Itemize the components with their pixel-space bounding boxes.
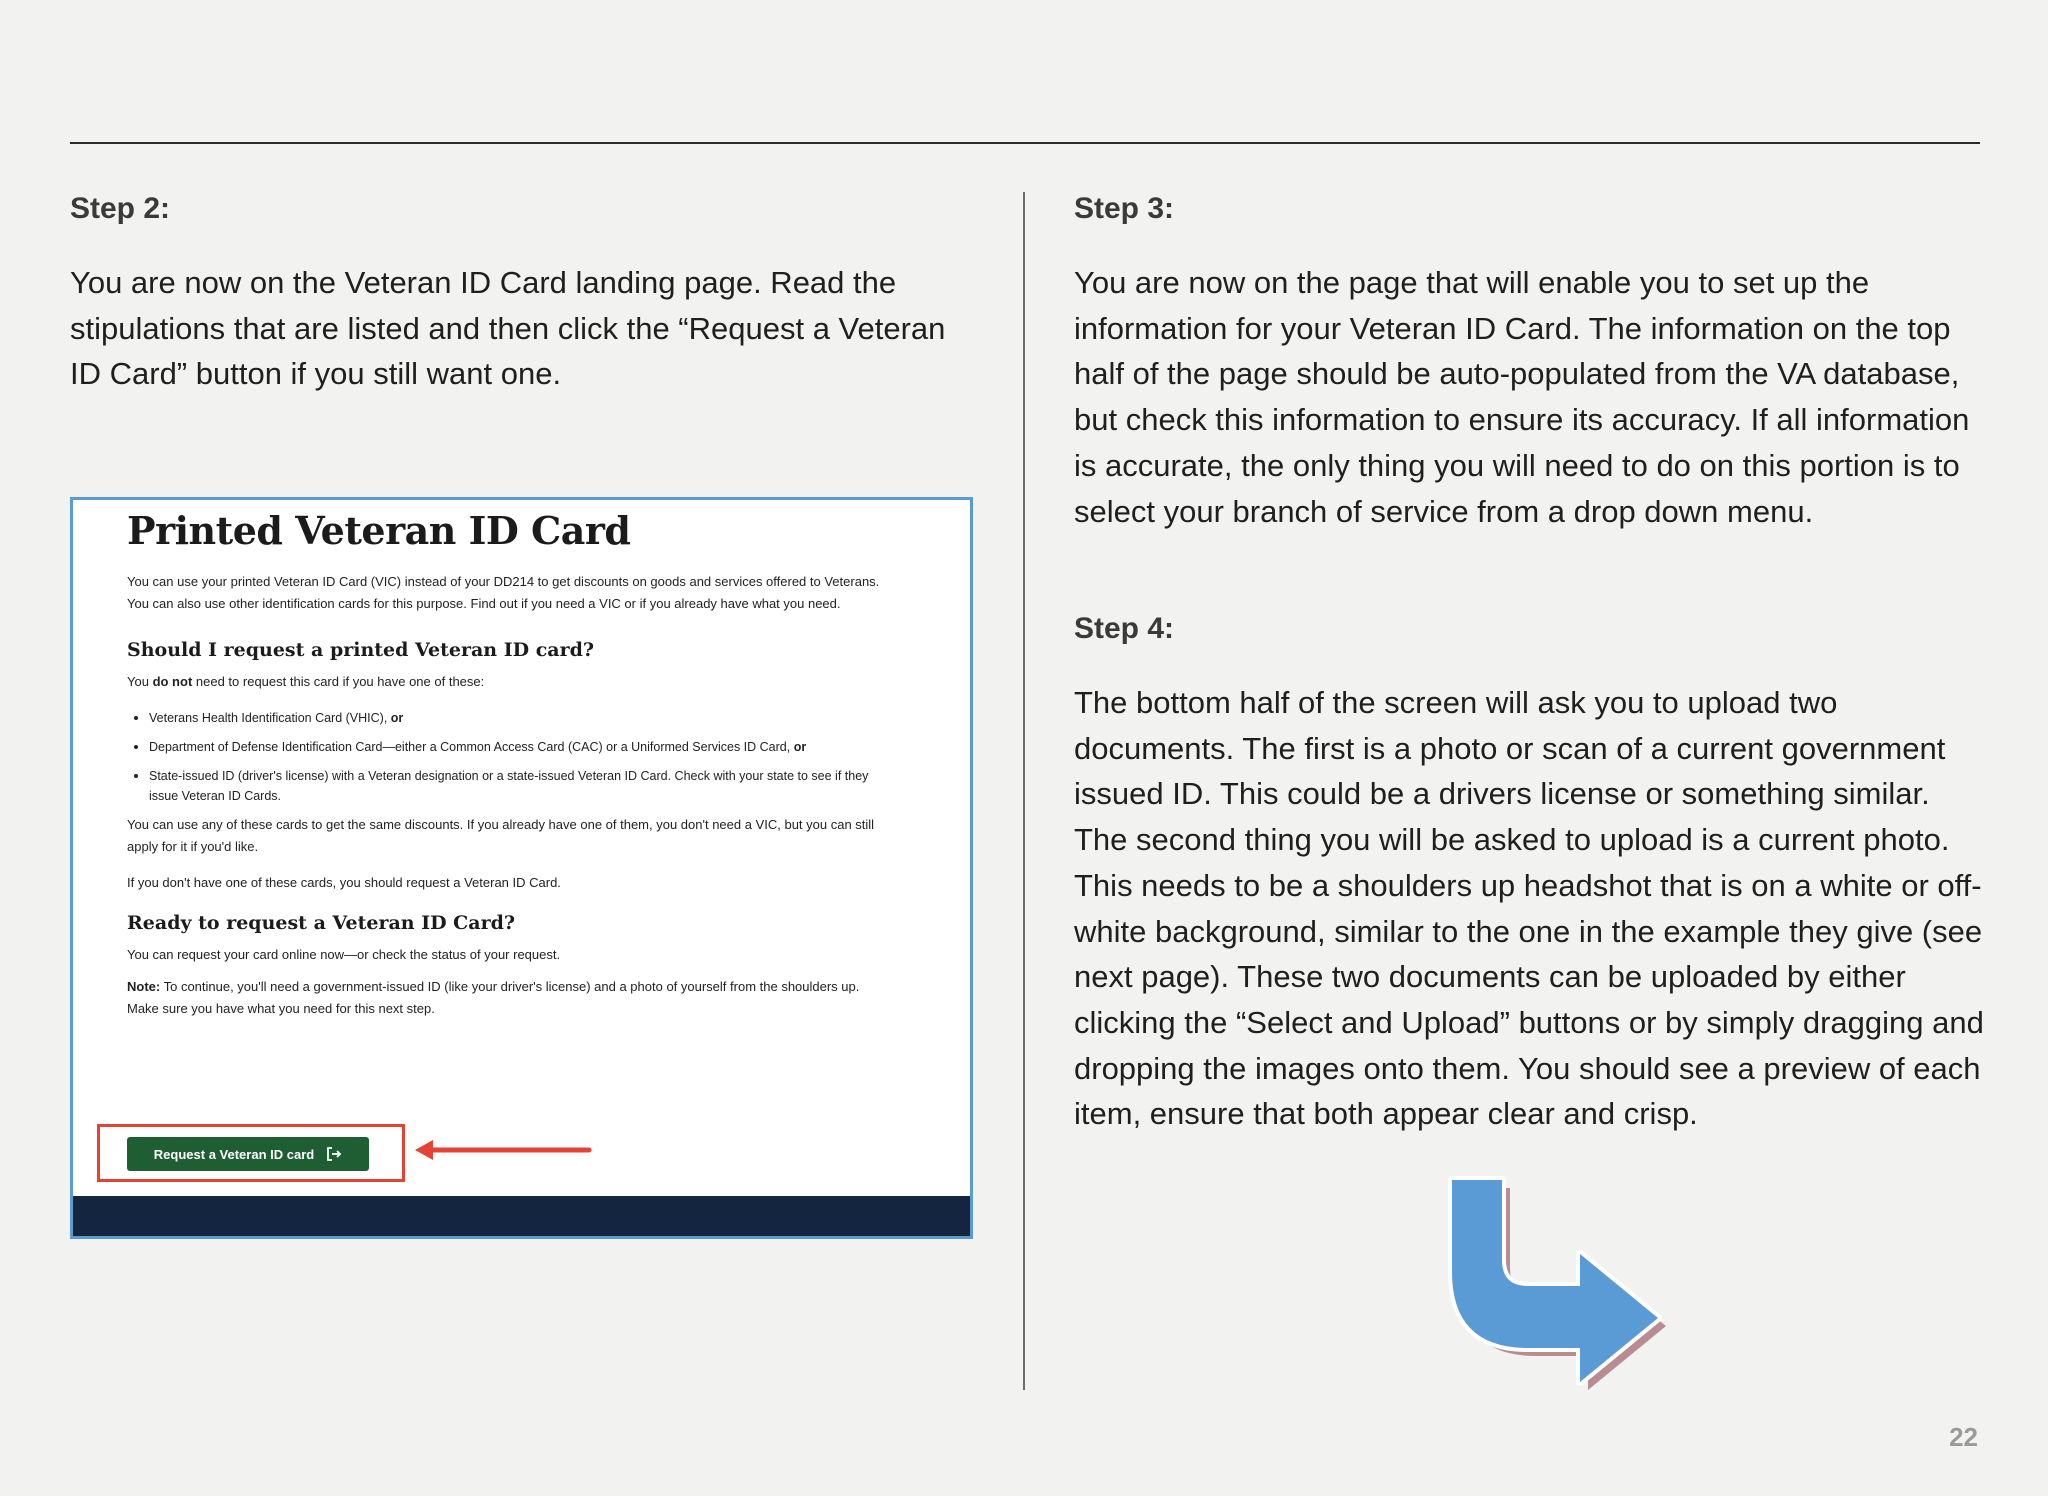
exit-icon [326, 1146, 342, 1162]
screenshot-do-not-text: You do not need to request this card if you have one of these: [127, 674, 485, 689]
top-rule [70, 142, 1980, 144]
screenshot-title: Printed Veteran ID Card [127, 508, 631, 553]
step-4-title: Step 4: [1074, 612, 1175, 645]
list-item: • Department of Defense Identification Card—either a Common Access Card (CAC) or a Uniformed Services ID Card, or [149, 736, 887, 757]
step-4-body: The bottom half of the screen will ask you to upload two documents. The first is a photo or scan of a current government issued ID. This could be a drivers license or something similar. The second thing you will be asked to upload is a current photo. This needs to be a shoulders up headshot that is on a white or off-white background, similar to the one in the example they give (see next page). These two documents can be uploaded by either clicking the “Select and Upload” buttons or by simply dragging and dropping the images onto them. You should see a preview of each item, ensure that both appear clear and crisp. [1074, 685, 1984, 1132]
step-3-title: Step 3: [1074, 192, 1175, 225]
screenshot-content [127, 500, 887, 1020]
veteran-id-card-screenshot [70, 497, 973, 1239]
screenshot-request-online: You can request your card online now—or check the status of your request. [127, 947, 561, 962]
request-veteran-id-card-button[interactable] [127, 1137, 369, 1171]
screenshot-same-discounts: You can use any of these cards to get the same discounts. If you already have one of them, you don't need a VIC, but you can still apply for it if you'd like. [127, 817, 875, 854]
step-2-title: Step 2: [70, 192, 171, 225]
screenshot-intro: You can use your printed Veteran ID Card (VIC) instead of your DD214 to get discounts on goods and services offered to Veterans. You can also use other identification cards for this purpose. Find out if you need a VIC or if you already have what you need. [127, 574, 880, 611]
screenshot-section2-heading: Ready to request a Veteran ID Card? [127, 912, 516, 934]
red-arrow-icon [413, 1136, 593, 1164]
curved-arrow-down-right-icon [1430, 1168, 1680, 1408]
step-3-body: You are now on the page that will enable you to set up the information for your Veteran ID Card. The information on the top half of the page should be auto-populated from the VA database, but check this information to ensure its accuracy. If all information is accurate, the only thing you will need to do on this portion is to select your branch of service from a drop down menu. [1074, 265, 1970, 529]
step-2-body: You are now on the Veteran ID Card landing page. Read the stipulations that are listed and then click the “Request a Veteran ID Card” button if you still want one. [70, 265, 946, 392]
list-item: • State-issued ID (driver's license) with a Veteran designation or a state-issued Veteran ID Card. Check with your state to see if they issue Veteran ID Cards. [149, 765, 887, 806]
page-number: 22 [1949, 1422, 1978, 1452]
column-divider [1023, 192, 1025, 1390]
request-button-label: Request a Veteran ID card [153, 1146, 315, 1162]
screenshot-section1-heading: Should I request a printed Veteran ID card? [127, 639, 595, 661]
list-item: • Veterans Health Identification Card (VHIC), or [149, 707, 887, 728]
screenshot-note: Note: To continue, you'll need a government-issued ID (like your driver's license) and a photo of yourself from the shoulders up. Make sure you have what you need for this next step. [127, 979, 860, 1016]
screenshot-id-list [127, 707, 887, 806]
screenshot-if-not: If you don't have one of these cards, you should request a Veteran ID Card. [127, 875, 561, 890]
screenshot-footer-bar [73, 1196, 970, 1236]
